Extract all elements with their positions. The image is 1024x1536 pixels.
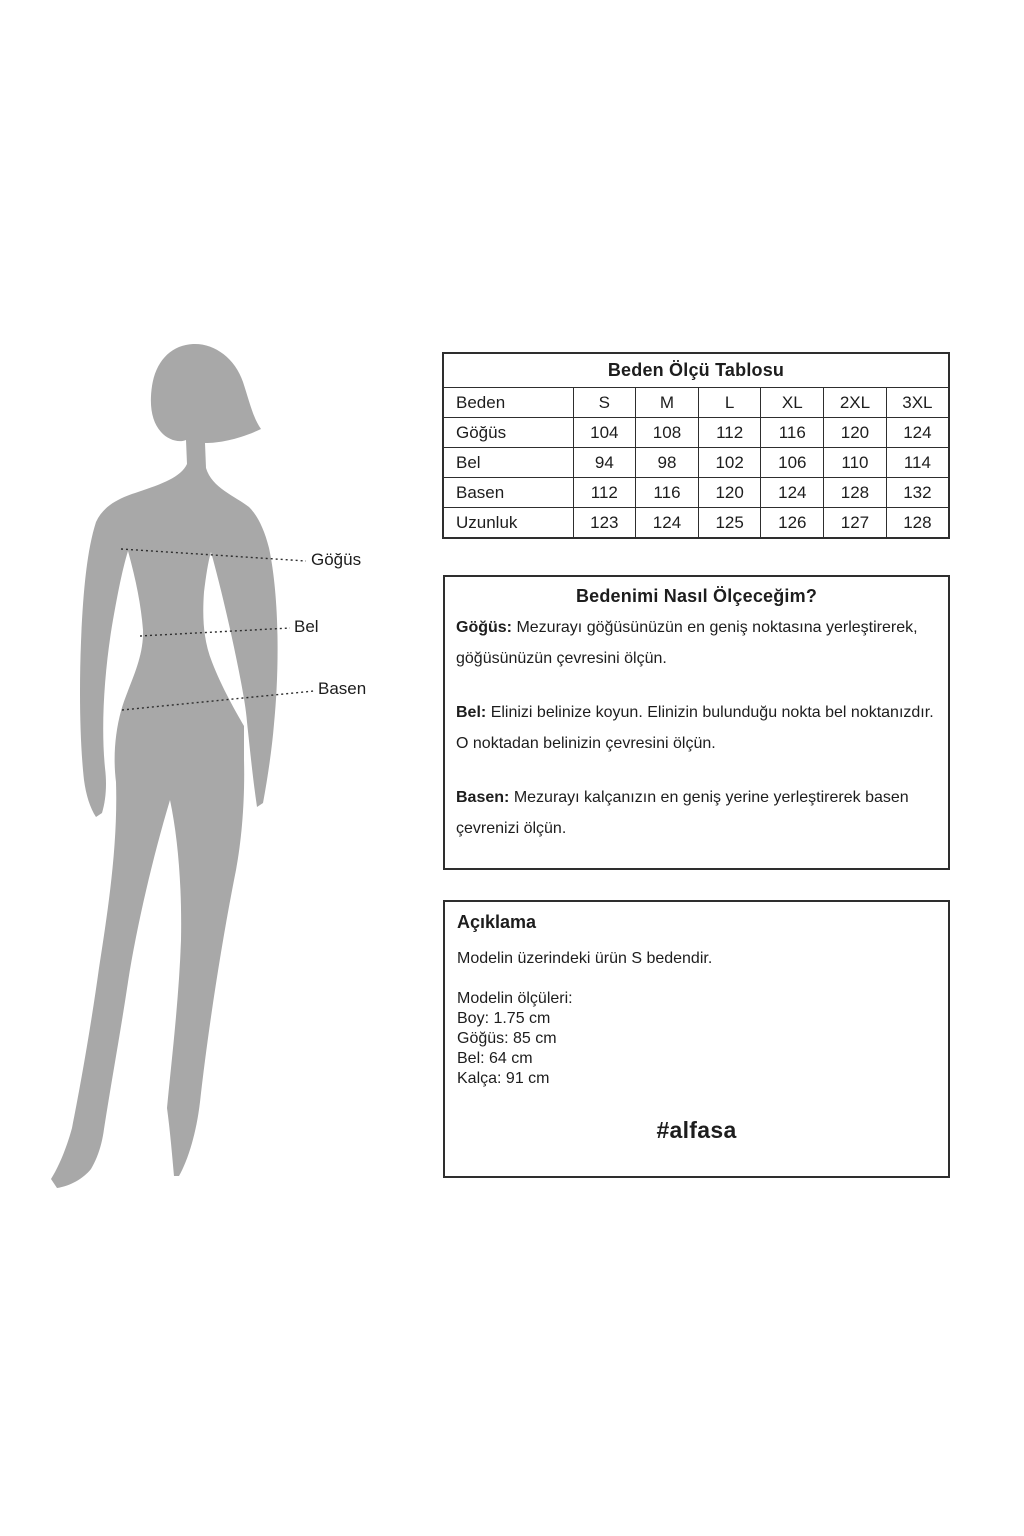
size-chart-table [442, 352, 950, 539]
howto-term: Bel: [456, 704, 487, 721]
size-table-row [443, 478, 949, 508]
size-table-cell: 104 [573, 418, 636, 448]
size-table-cell: 116 [761, 418, 824, 448]
how-to-measure-box [443, 575, 950, 870]
howto-term: Basen: [456, 789, 510, 806]
size-table-row-label: Uzunluk [443, 508, 573, 539]
size-table-cell: 94 [573, 448, 636, 478]
model-measurement: Bel: 64 cm [457, 1050, 533, 1067]
description-box [443, 900, 950, 1178]
howto-item [456, 782, 937, 844]
model-measurements-list [457, 989, 936, 1089]
female-figure-silhouette [51, 344, 278, 1188]
size-table-cell: 116 [636, 478, 699, 508]
size-table-cell: 102 [698, 448, 761, 478]
size-table-cell: 124 [761, 478, 824, 508]
size-table-header-cell: L [698, 388, 761, 418]
size-table-header-cell: 3XL [886, 388, 949, 418]
brand-hashtag: #alfasa [656, 1117, 737, 1143]
size-table-cell: 106 [761, 448, 824, 478]
size-table-cell: 128 [824, 478, 887, 508]
size-table-row [443, 448, 949, 478]
size-table-cell: 124 [636, 508, 699, 539]
size-table-header-cell: S [573, 388, 636, 418]
model-size-note: Modelin üzerindeki ürün S bedendir. [457, 950, 713, 967]
howto-item [456, 612, 937, 674]
description-title: Açıklama [457, 912, 537, 932]
figure-label-chest: Göğüs [311, 550, 362, 569]
size-table-title: Beden Ölçü Tablosu [443, 353, 949, 388]
size-table-row-label: Bel [443, 448, 573, 478]
howto-item [456, 697, 937, 759]
size-table-header-cell: Beden [443, 388, 573, 418]
size-table-row [443, 508, 949, 539]
size-table-cell: 132 [886, 478, 949, 508]
size-table-cell: 120 [698, 478, 761, 508]
size-table-cell: 112 [698, 418, 761, 448]
howto-text: Mezurayı göğüsünüzün en geniş noktasına yerleştirerek, göğüsünüzün çevresini ölçün. [456, 619, 918, 667]
model-measurement: Boy: 1.75 cm [457, 1010, 551, 1027]
size-table-cell: 98 [636, 448, 699, 478]
model-measurements-title: Modelin ölçüleri: [457, 990, 573, 1007]
model-measurement: Kalça: 91 cm [457, 1070, 550, 1087]
size-table-cell: 108 [636, 418, 699, 448]
size-table-row-label: Göğüs [443, 418, 573, 448]
size-table-cell: 127 [824, 508, 887, 539]
howto-text: Elinizi belinize koyun. Elinizin bulunduğu nokta bel noktanızdır. O noktadan belinizin çevresini ölçün. [456, 704, 934, 752]
size-table-cell: 114 [886, 448, 949, 478]
size-table-cell: 112 [573, 478, 636, 508]
howto-items [445, 612, 948, 844]
howto-text: Mezurayı kalçanızın en geniş yerine yerleştirerek basen çevrenizi ölçün. [456, 789, 909, 837]
size-table-cell: 125 [698, 508, 761, 539]
size-table-cell: 123 [573, 508, 636, 539]
howto-term: Göğüs: [456, 619, 512, 636]
size-table-cell: 128 [886, 508, 949, 539]
body-silhouette-graphic [0, 330, 400, 1210]
size-table-cell: 126 [761, 508, 824, 539]
size-table-header-cell: XL [761, 388, 824, 418]
size-table-cell: 110 [824, 448, 887, 478]
size-table-header-cell: 2XL [824, 388, 887, 418]
model-measurement: Göğüs: 85 cm [457, 1030, 557, 1047]
size-table-row-label: Basen [443, 478, 573, 508]
size-table-header-cell: M [636, 388, 699, 418]
how-to-measure-title: Bedenimi Nasıl Ölçeceğim? [575, 586, 818, 606]
size-table-header-row [443, 388, 949, 418]
size-chart-table-body [443, 353, 949, 538]
figure-label-hip: Basen [318, 679, 367, 698]
figure-label-waist: Bel [294, 617, 319, 636]
size-table-cell: 124 [886, 418, 949, 448]
size-table-title-row [443, 353, 949, 388]
size-table-cell: 120 [824, 418, 887, 448]
size-table-row [443, 418, 949, 448]
